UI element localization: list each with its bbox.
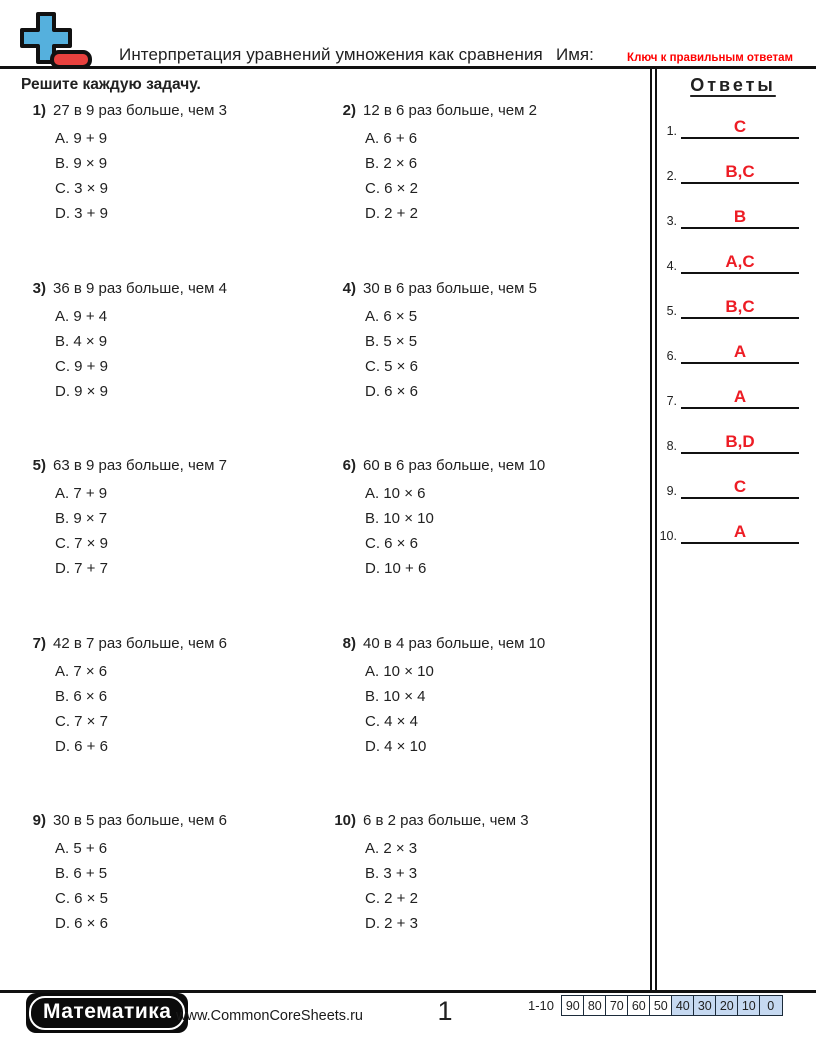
problem-question: 60 в 6 раз больше, чем 10 <box>363 457 546 474</box>
score-strip <box>528 995 783 1016</box>
option-C: C. 6 × 5 <box>55 890 108 907</box>
answer-blank-line <box>681 251 799 274</box>
answer-number: 5. <box>666 304 677 318</box>
header-divider <box>0 66 816 69</box>
option-D: D. 6 × 6 <box>365 382 418 400</box>
answer-number: 8. <box>666 439 677 453</box>
answer-blank-line <box>681 476 799 499</box>
problem-head <box>20 280 330 297</box>
option-B: B. 9 × 7 <box>55 510 108 527</box>
option-C: C. 3 × 9 <box>55 180 108 197</box>
score-cell: 90 <box>561 995 585 1016</box>
problem-8 <box>330 635 650 813</box>
problem-head <box>20 102 330 119</box>
options-list <box>55 304 330 404</box>
option-A: A. 9 + 9 <box>55 130 108 147</box>
option-A: A. 7 + 9 <box>55 485 108 502</box>
problem-6 <box>330 457 650 635</box>
problem-head <box>20 457 330 474</box>
answer-value: C <box>733 117 747 136</box>
problem-question: 36 в 9 раз больше, чем 4 <box>53 279 227 297</box>
option-B: B. 6 + 5 <box>55 865 108 882</box>
problem-head <box>330 102 650 119</box>
problem-3 <box>20 280 330 458</box>
problem-number: 9) <box>32 812 46 829</box>
answer-item-6 <box>653 319 811 364</box>
answer-blank-line <box>681 116 799 139</box>
answer-value: A,C <box>725 252 755 271</box>
page-number: 1 <box>437 996 453 1026</box>
option-B: B. 10 × 10 <box>365 510 434 527</box>
option-A: A. 5 + 6 <box>55 840 108 857</box>
problem-head <box>330 812 650 829</box>
options-list <box>55 481 330 581</box>
answer-item-10 <box>653 499 811 544</box>
option-D: D. 2 + 2 <box>365 205 418 222</box>
answer-blank-line <box>681 386 799 409</box>
problem-question: 40 в 4 раз больше, чем 10 <box>363 634 546 652</box>
answer-number: 6. <box>666 349 677 363</box>
answer-number: 9. <box>666 484 677 498</box>
problem-head <box>330 635 650 652</box>
score-cell: 20 <box>715 995 739 1016</box>
answer-item-1 <box>653 94 811 139</box>
option-B: B. 6 × 6 <box>55 687 108 705</box>
answer-value: A <box>733 342 747 361</box>
answer-number: 3. <box>666 214 677 228</box>
answer-number: 1. <box>666 124 677 138</box>
problem-question: 63 в 9 раз больше, чем 7 <box>53 457 227 474</box>
problem-head <box>20 812 330 829</box>
option-A: A. 2 × 3 <box>365 840 418 857</box>
option-A: A. 9 + 4 <box>55 307 108 325</box>
answer-value: A <box>733 387 747 406</box>
problem-2 <box>330 102 650 280</box>
problems-list <box>20 102 650 990</box>
problem-10 <box>330 812 650 990</box>
option-D: D. 4 × 10 <box>365 737 427 755</box>
option-B: B. 3 + 3 <box>365 865 418 882</box>
problem-1 <box>20 102 330 280</box>
option-A: A. 10 × 10 <box>365 662 434 680</box>
option-A: A. 6 × 5 <box>365 307 418 325</box>
answer-item-8 <box>653 409 811 454</box>
answer-value: A <box>733 522 747 541</box>
answer-number: 4. <box>666 259 677 273</box>
answer-number: 7. <box>666 394 677 408</box>
options-list <box>365 836 650 936</box>
answer-item-9 <box>653 454 811 499</box>
option-C: C. 6 × 6 <box>365 535 418 552</box>
problem-number: 8) <box>342 634 356 652</box>
score-cell: 0 <box>759 995 783 1016</box>
score-cells <box>561 995 783 1016</box>
problem-number: 6) <box>342 457 356 474</box>
website-url: www.CommonCoreSheets.ru <box>176 1008 363 1024</box>
option-C: C. 9 + 9 <box>55 357 108 375</box>
problem-head <box>20 635 330 652</box>
option-B: B. 5 × 5 <box>365 332 418 350</box>
answer-item-4 <box>653 229 811 274</box>
option-B: B. 2 × 6 <box>365 155 418 172</box>
problem-number: 3) <box>32 279 46 297</box>
answer-item-5 <box>653 274 811 319</box>
problem-number: 2) <box>342 102 356 119</box>
answer-value: B,D <box>725 432 755 451</box>
option-C: C. 7 × 9 <box>55 535 108 552</box>
option-D: D. 6 + 6 <box>55 737 108 755</box>
problem-5 <box>20 457 330 635</box>
answer-item-3 <box>653 184 811 229</box>
problem-question: 27 в 9 раз больше, чем 3 <box>53 102 227 119</box>
option-B: B. 10 × 4 <box>365 687 426 705</box>
option-C: C. 2 + 2 <box>365 890 418 907</box>
options-list <box>55 836 330 936</box>
option-C: C. 5 × 6 <box>365 357 418 375</box>
answer-blank-line <box>681 296 799 319</box>
answer-blank-line <box>681 521 799 544</box>
plus-minus-logo-icon <box>14 10 94 72</box>
option-D: D. 9 × 9 <box>55 382 108 400</box>
answer-item-7 <box>653 364 811 409</box>
problem-number: 7) <box>32 634 46 652</box>
answer-value: B,C <box>725 162 755 181</box>
option-D: D. 3 + 9 <box>55 205 108 222</box>
options-list <box>365 659 650 759</box>
score-cell: 40 <box>671 995 695 1016</box>
options-list <box>365 304 650 404</box>
options-list <box>365 126 650 226</box>
answer-number: 10. <box>659 529 677 543</box>
problem-number: 5) <box>32 457 46 474</box>
problem-7 <box>20 635 330 813</box>
problem-4 <box>330 280 650 458</box>
option-A: A. 6 + 6 <box>365 130 418 147</box>
option-D: D. 10 + 6 <box>365 560 427 577</box>
score-cell: 80 <box>583 995 607 1016</box>
problem-question: 30 в 6 раз больше, чем 5 <box>363 279 537 297</box>
brand-label: Математика <box>29 996 185 1030</box>
answer-value: C <box>733 477 747 496</box>
problem-number: 1) <box>32 102 46 119</box>
option-C: C. 4 × 4 <box>365 712 418 730</box>
answer-item-2 <box>653 139 811 184</box>
problem-question: 30 в 5 раз больше, чем 6 <box>53 812 227 829</box>
answer-blank-line <box>681 431 799 454</box>
page-title: Интерпретация уравнений умножения как сравнения <box>119 45 543 64</box>
options-list <box>365 481 650 581</box>
answer-value: B,C <box>725 297 755 316</box>
problem-head <box>330 457 650 474</box>
option-D: D. 7 + 7 <box>55 560 108 577</box>
answer-blank-line <box>681 341 799 364</box>
score-cell: 30 <box>693 995 717 1016</box>
option-B: B. 4 × 9 <box>55 332 108 350</box>
answers-panel-title: Ответы <box>690 75 776 95</box>
option-D: D. 6 × 6 <box>55 915 108 932</box>
problem-question: 12 в 6 раз больше, чем 2 <box>363 102 537 119</box>
options-list <box>55 126 330 226</box>
problem-question: 6 в 2 раз больше, чем 3 <box>363 812 529 829</box>
score-cell: 10 <box>737 995 761 1016</box>
option-D: D. 2 + 3 <box>365 915 418 932</box>
option-C: C. 6 × 2 <box>365 180 418 197</box>
problem-number: 10) <box>334 812 356 829</box>
answer-blank-line <box>681 161 799 184</box>
answer-value: B <box>733 207 747 226</box>
problem-9 <box>20 812 330 990</box>
problem-number: 4) <box>342 279 356 297</box>
score-cell: 60 <box>627 995 651 1016</box>
answer-blank-line <box>681 206 799 229</box>
options-list <box>55 659 330 759</box>
problem-head <box>330 280 650 297</box>
option-C: C. 7 × 7 <box>55 712 108 730</box>
option-A: A. 10 × 6 <box>365 485 426 502</box>
score-cell: 50 <box>649 995 673 1016</box>
score-cell: 70 <box>605 995 629 1016</box>
option-B: B. 9 × 9 <box>55 155 108 172</box>
problem-question: 42 в 7 раз больше, чем 6 <box>53 634 227 652</box>
score-range-label: 1-10 <box>528 998 555 1013</box>
name-label: Имя: <box>556 45 594 64</box>
answer-number: 2. <box>666 169 677 183</box>
brand-logo <box>26 993 188 1033</box>
instructions-text: Решите каждую задачу. <box>21 76 201 93</box>
answer-key-label: Ключ к правильным ответам <box>627 52 793 64</box>
answers-list <box>653 94 811 544</box>
option-A: A. 7 × 6 <box>55 662 108 680</box>
